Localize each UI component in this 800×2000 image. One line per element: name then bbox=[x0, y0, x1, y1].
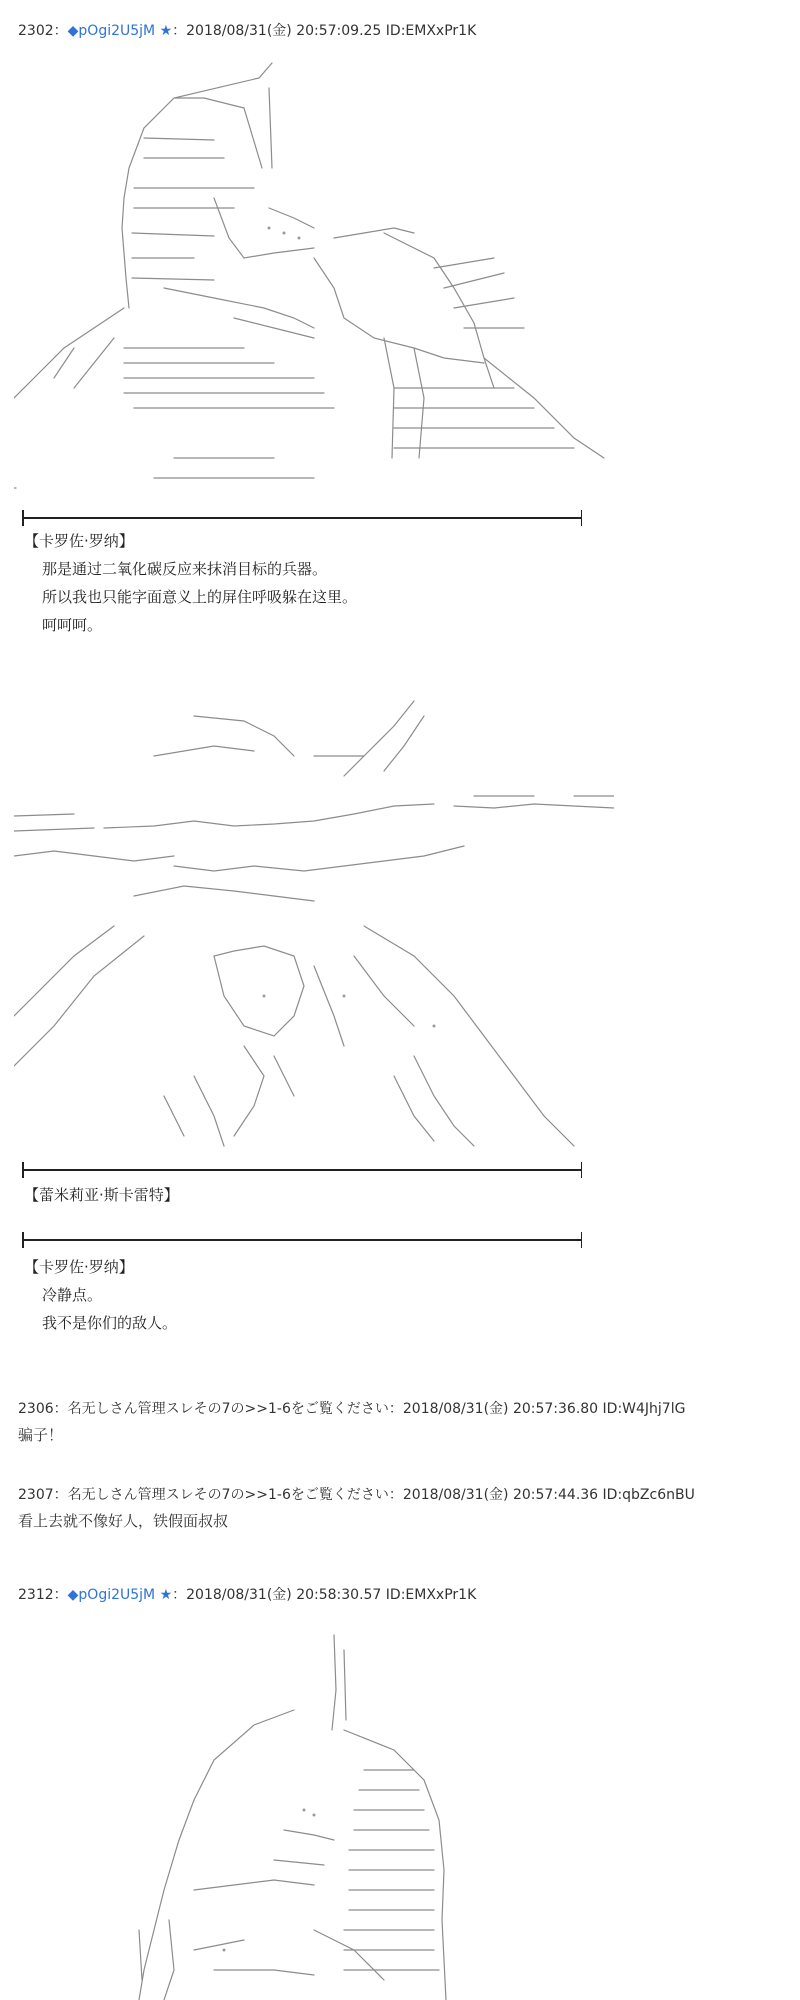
dialogue-line: 所以我也只能字面意义上的屏住呼吸躲在这里。 bbox=[42, 588, 358, 606]
post-meta: ：2018/08/31(金) 20:57:09.25 ID:EMXxPr1K bbox=[172, 23, 477, 39]
divider bbox=[18, 510, 586, 526]
dialogue-line: 那是通过二氧化碳反应来抹消目标的兵器。 bbox=[42, 560, 328, 578]
speaker-label: 【卡罗佐·罗纳】 bbox=[24, 532, 134, 550]
post-number: 2307： bbox=[18, 1487, 68, 1503]
divider bbox=[18, 1232, 586, 1248]
trip-code[interactable]: ◆pOgi2U5jM ★ bbox=[67, 23, 173, 39]
post-header-2306 bbox=[18, 1398, 685, 1418]
post-number: 2302： bbox=[18, 23, 68, 39]
trip-code[interactable]: ◆pOgi2U5jM ★ bbox=[67, 1587, 173, 1603]
post-header-2302 bbox=[18, 20, 476, 40]
post-meta: 名无しさん管理スレその7の>>1-6をご覧ください：2018/08/31(金) 20:57:44.36 ID:qbZc6nBU bbox=[67, 1487, 695, 1503]
post-meta: ：2018/08/31(金) 20:58:30.57 ID:EMXxPr1K bbox=[172, 1587, 477, 1603]
dialogue-line: 我不是你们的敌人。 bbox=[42, 1314, 178, 1332]
dialogue-line: 呵呵呵。 bbox=[42, 616, 103, 634]
post-body: 看上去就不像好人，铁假面叔叔 bbox=[18, 1512, 229, 1530]
post-body: 骗子！ bbox=[18, 1426, 64, 1444]
post-number: 2306： bbox=[18, 1401, 68, 1417]
speaker-label: 【卡罗佐·罗纳】 bbox=[24, 1258, 134, 1276]
dialogue-line: 冷静点。 bbox=[42, 1286, 103, 1304]
post-header-2312 bbox=[18, 1584, 476, 1604]
speaker-label: 【蕾米莉亚·斯卡雷特】 bbox=[24, 1186, 179, 1204]
ascii-art-character-1 bbox=[14, 58, 614, 510]
ascii-art-character-2 bbox=[14, 1630, 614, 2000]
post-number: 2312： bbox=[18, 1587, 68, 1603]
divider bbox=[18, 1162, 586, 1178]
post-meta: 名无しさん管理スレその7の>>1-6をご覧ください：2018/08/31(金) 20:57:36.80 ID:W4Jhj7lG bbox=[67, 1401, 686, 1417]
post-header-2307 bbox=[18, 1484, 695, 1504]
ascii-art-slash bbox=[14, 696, 614, 1154]
